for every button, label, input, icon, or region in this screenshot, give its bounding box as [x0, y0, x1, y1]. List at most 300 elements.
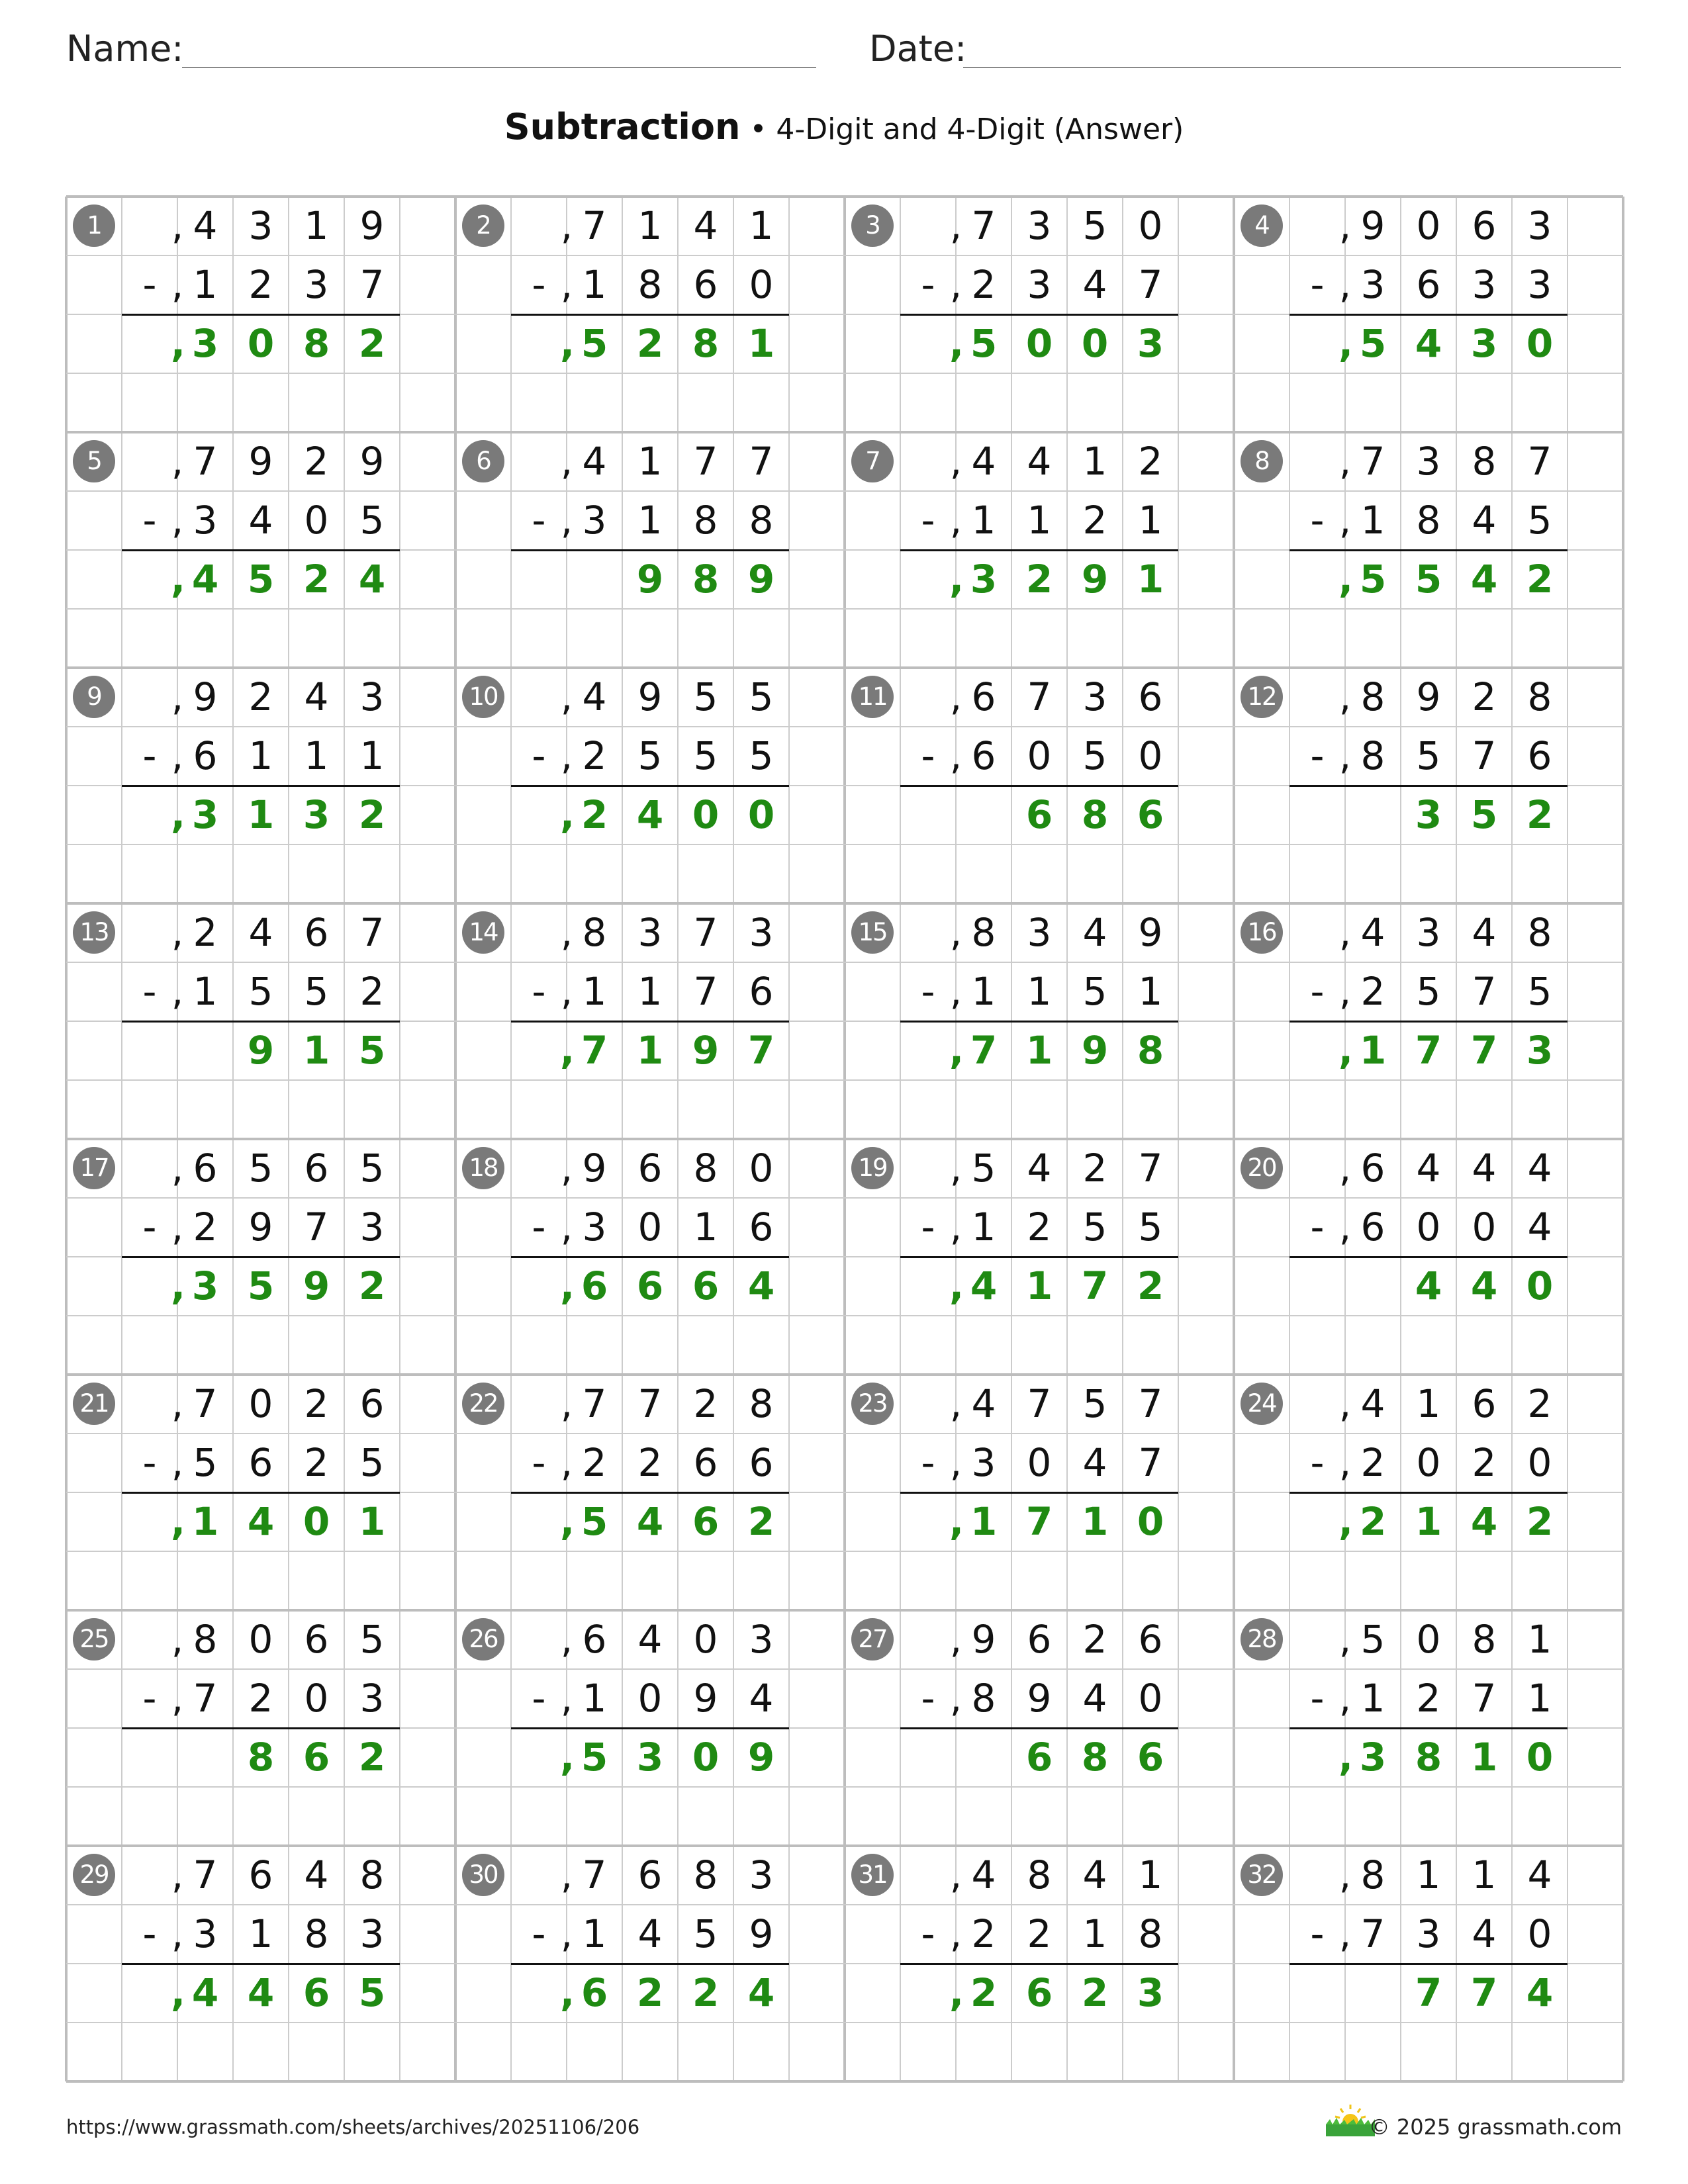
subtrahend-digit: 1: [1527, 1676, 1552, 1721]
answer-digit: 4: [1526, 1970, 1554, 2015]
minuend-comma: ,: [560, 1617, 573, 1662]
subtrahend-digit: 3: [1360, 262, 1385, 307]
problem-number-badge: 19: [851, 1147, 894, 1189]
problem-number-badge: 21: [73, 1383, 115, 1425]
answer-digit: 2: [1025, 557, 1053, 602]
minus-sign: -: [921, 262, 935, 307]
answer-comma: ,: [171, 557, 186, 602]
subtrahend-digit: 2: [193, 1205, 218, 1250]
minuend-digit: 0: [1416, 203, 1441, 248]
minuend-comma: ,: [949, 674, 962, 719]
problem-number-badge: 31: [851, 1854, 894, 1896]
minuend-digit: 4: [1472, 1146, 1497, 1191]
problem-number-badge: 7: [851, 440, 894, 482]
subtrahend-digit: 1: [193, 969, 218, 1014]
minuend-comma: ,: [560, 1852, 573, 1897]
minuend-digit: 6: [1472, 203, 1497, 248]
minuend-digit: 7: [637, 1381, 663, 1426]
minuend-digit: 5: [248, 1146, 273, 1191]
answer-digit: 0: [1081, 321, 1109, 366]
subtrahend-comma: ,: [1338, 1911, 1352, 1956]
subtrahend-digit: 7: [359, 262, 385, 307]
problem-number-badge: 24: [1241, 1383, 1283, 1425]
answer-digit: 2: [1081, 1970, 1109, 2015]
minuend-comma: ,: [1338, 910, 1352, 955]
minuend-digit: 1: [1472, 1852, 1497, 1897]
minuend-digit: 3: [359, 674, 385, 719]
problem-number-badge: 16: [1241, 911, 1283, 954]
subtrahend-comma: ,: [1338, 733, 1352, 778]
subtrahend-digit: 3: [193, 1911, 218, 1956]
minuend-digit: 1: [1416, 1381, 1441, 1426]
subtrahend-digit: 2: [304, 1440, 329, 1485]
minuend-digit: 0: [693, 1617, 718, 1662]
minuend-digit: 2: [248, 674, 273, 719]
minuend-comma: ,: [560, 674, 573, 719]
minus-sign: -: [1310, 969, 1325, 1014]
answer-digit: 2: [358, 792, 386, 837]
minuend-digit: 8: [1472, 439, 1497, 484]
minuend-digit: 1: [304, 203, 329, 248]
answer-digit: 7: [1470, 1028, 1498, 1073]
answer-digit: 7: [747, 1028, 775, 1073]
minuend-digit: 4: [1027, 439, 1052, 484]
subtrahend-digit: 6: [1527, 733, 1552, 778]
subtrahend-digit: 6: [248, 1440, 273, 1485]
answer-digit: 5: [358, 1970, 386, 2015]
problem-number-badge: 28: [1241, 1618, 1283, 1661]
minuend-digit: 8: [1360, 674, 1385, 719]
answer-digit: 2: [1137, 1263, 1164, 1308]
subtrahend-digit: 1: [1360, 1676, 1385, 1721]
minuend-digit: 2: [1527, 1381, 1552, 1426]
minuend-digit: 4: [971, 1381, 996, 1426]
minuend-digit: 2: [1472, 674, 1497, 719]
minuend-digit: 5: [693, 674, 718, 719]
answer-comma: ,: [1338, 321, 1354, 366]
problem-31: [845, 1846, 1234, 2081]
minus-sign: -: [142, 1440, 157, 1485]
subtrahend-digit: 0: [749, 262, 774, 307]
problem-32: [1234, 1846, 1623, 2081]
minuend-digit: 8: [971, 910, 996, 955]
problem-19: [845, 1139, 1234, 1375]
answer-comma: ,: [1338, 1499, 1354, 1544]
problem-27: [845, 1610, 1234, 1846]
minuend-digit: 4: [582, 439, 607, 484]
minuend-digit: 0: [1138, 203, 1163, 248]
subtrahend-digit: 1: [248, 733, 273, 778]
minuend-digit: 6: [248, 1852, 273, 1897]
problem-4: [1234, 197, 1623, 432]
subtrahend-digit: 7: [1472, 1676, 1497, 1721]
minuend-digit: 6: [1138, 674, 1163, 719]
minus-sign: -: [921, 1676, 935, 1721]
problem-9: [66, 668, 455, 903]
answer-comma: ,: [949, 1499, 964, 1544]
minuend-digit: 3: [1527, 203, 1552, 248]
problem-20: [1234, 1139, 1623, 1375]
answer-digit: 7: [1415, 1028, 1442, 1073]
minus-sign: -: [532, 969, 546, 1014]
subtrahend-digit: 5: [1527, 498, 1552, 543]
minuend-comma: ,: [949, 1146, 962, 1191]
minus-sign: -: [921, 498, 935, 543]
answer-digit: 5: [1415, 557, 1442, 602]
answer-digit: 2: [970, 1970, 998, 2015]
subtrahend-digit: 8: [1416, 498, 1441, 543]
answer-digit: 4: [1415, 321, 1442, 366]
minuend-comma: ,: [1338, 203, 1352, 248]
subtrahend-digit: 3: [304, 262, 329, 307]
minuend-digit: 1: [749, 203, 774, 248]
minus-sign: -: [921, 733, 935, 778]
problem-15: [845, 903, 1234, 1139]
answer-digit: 4: [191, 1970, 219, 2015]
subtrahend-digit: 5: [1527, 969, 1552, 1014]
answer-digit: 5: [247, 1263, 275, 1308]
subtrahend-digit: 2: [248, 1676, 273, 1721]
minus-sign: -: [142, 733, 157, 778]
answer-comma: ,: [171, 1970, 186, 2015]
subtrahend-digit: 7: [1472, 969, 1497, 1014]
answer-digit: 3: [636, 1735, 664, 1780]
answer-comma: ,: [560, 792, 575, 837]
minuend-digit: 7: [582, 1381, 607, 1426]
answer-digit: 0: [692, 792, 720, 837]
subtrahend-comma: ,: [171, 733, 184, 778]
answer-digit: 8: [1415, 1735, 1442, 1780]
minus-sign: -: [921, 969, 935, 1014]
answer-digit: 6: [581, 1970, 608, 2015]
minuend-digit: 6: [637, 1146, 663, 1191]
answer-digit: 0: [1025, 321, 1053, 366]
answer-digit: 2: [358, 1263, 386, 1308]
minuend-digit: 1: [1527, 1617, 1552, 1662]
subtrahend-digit: 6: [749, 969, 774, 1014]
problem-21: [66, 1375, 455, 1610]
subtrahend-comma: ,: [171, 1205, 184, 1250]
answer-digit: 6: [692, 1499, 720, 1544]
minus-sign: -: [1310, 1205, 1325, 1250]
minuend-comma: ,: [171, 674, 184, 719]
minus-sign: -: [142, 1676, 157, 1721]
minuend-digit: 5: [359, 1146, 385, 1191]
subtrahend-comma: ,: [1338, 1205, 1352, 1250]
name-label: Name:: [66, 28, 184, 69]
answer-comma: ,: [560, 1735, 575, 1780]
subtrahend-comma: ,: [560, 733, 573, 778]
minus-sign: -: [142, 498, 157, 543]
answer-digit: 3: [1470, 321, 1498, 366]
minuend-digit: 4: [582, 674, 607, 719]
subtrahend-digit: 1: [1027, 498, 1052, 543]
problem-number-badge: 23: [851, 1383, 894, 1425]
minuend-digit: 4: [1082, 910, 1107, 955]
subtrahend-digit: 5: [1082, 1205, 1107, 1250]
problem-16: [1234, 903, 1623, 1139]
answer-digit: 3: [1137, 321, 1164, 366]
answer-digit: 3: [191, 792, 219, 837]
answer-digit: 6: [1137, 792, 1164, 837]
minuend-comma: ,: [171, 1617, 184, 1662]
answer-comma: ,: [949, 557, 964, 602]
answer-digit: 1: [1081, 1499, 1109, 1544]
subtrahend-digit: 9: [749, 1911, 774, 1956]
minuend-digit: 9: [359, 203, 385, 248]
problem-30: [455, 1846, 845, 2081]
subtrahend-digit: 3: [359, 1911, 385, 1956]
problem-11: [845, 668, 1234, 903]
subtrahend-digit: 3: [582, 498, 607, 543]
subtrahend-comma: ,: [560, 1205, 573, 1250]
subtrahend-comma: ,: [171, 262, 184, 307]
minuend-comma: ,: [1338, 1617, 1352, 1662]
minuend-digit: 4: [971, 439, 996, 484]
problem-14: [455, 903, 845, 1139]
answer-digit: 7: [1081, 1263, 1109, 1308]
answer-digit: 4: [970, 1263, 998, 1308]
subtrahend-digit: 1: [971, 969, 996, 1014]
subtrahend-digit: 2: [637, 1440, 663, 1485]
minuend-digit: 7: [1027, 674, 1052, 719]
name-field-line[interactable]: [182, 67, 816, 68]
problem-number-badge: 9: [73, 676, 115, 718]
answer-comma: ,: [1338, 1735, 1354, 1780]
minuend-digit: 9: [1360, 203, 1385, 248]
minuend-digit: 8: [1027, 1852, 1052, 1897]
subtrahend-digit: 5: [1416, 733, 1441, 778]
minuend-digit: 4: [1027, 1146, 1052, 1191]
answer-digit: 7: [581, 1028, 608, 1073]
minuend-digit: 9: [193, 674, 218, 719]
subtrahend-comma: ,: [949, 498, 962, 543]
problem-number-badge: 11: [851, 676, 894, 718]
answer-digit: 2: [303, 557, 330, 602]
minuend-digit: 5: [359, 1617, 385, 1662]
minuend-digit: 7: [193, 439, 218, 484]
minuend-digit: 8: [1360, 1852, 1385, 1897]
problem-22: [455, 1375, 845, 1610]
subtrahend-digit: 6: [971, 733, 996, 778]
minuend-digit: 7: [1027, 1381, 1052, 1426]
subtrahend-digit: 9: [248, 1205, 273, 1250]
minuend-digit: 9: [248, 439, 273, 484]
answer-digit: 9: [747, 1735, 775, 1780]
subtrahend-comma: ,: [560, 498, 573, 543]
subtrahend-digit: 1: [1138, 969, 1163, 1014]
subtrahend-digit: 5: [1138, 1205, 1163, 1250]
minuend-digit: 3: [749, 910, 774, 955]
answer-digit: 7: [1025, 1499, 1053, 1544]
answer-digit: 8: [247, 1735, 275, 1780]
minuend-digit: 1: [1138, 1852, 1163, 1897]
minuend-comma: ,: [560, 910, 573, 955]
minus-sign: -: [532, 262, 546, 307]
subtrahend-digit: 5: [1082, 733, 1107, 778]
subtrahend-digit: 2: [1082, 498, 1107, 543]
subtrahend-digit: 8: [304, 1911, 329, 1956]
subtrahend-digit: 4: [1527, 1205, 1552, 1250]
answer-digit: 7: [970, 1028, 998, 1073]
subtrahend-digit: 0: [1527, 1440, 1552, 1485]
minuend-digit: 4: [1416, 1146, 1441, 1191]
footer-copyright: © 2025 grassmath.com: [1368, 2115, 1622, 2140]
minuend-comma: ,: [171, 439, 184, 484]
problem-5: [66, 432, 455, 668]
answer-digit: 2: [581, 792, 608, 837]
subtrahend-digit: 2: [359, 969, 385, 1014]
problem-number-badge: 3: [851, 205, 894, 247]
subtrahend-digit: 0: [304, 1676, 329, 1721]
subtrahend-digit: 6: [749, 1205, 774, 1250]
minuend-digit: 6: [1027, 1617, 1052, 1662]
answer-digit: 1: [1137, 557, 1164, 602]
minuend-comma: ,: [949, 1381, 962, 1426]
subtrahend-digit: 1: [359, 733, 385, 778]
subtrahend-digit: 9: [1027, 1676, 1052, 1721]
subtrahend-digit: 5: [1416, 969, 1441, 1014]
minuend-digit: 7: [193, 1852, 218, 1897]
answer-digit: 5: [581, 1499, 608, 1544]
subtrahend-digit: 1: [1138, 498, 1163, 543]
subtrahend-digit: 2: [248, 262, 273, 307]
subtrahend-digit: 6: [1416, 262, 1441, 307]
answer-digit: 6: [303, 1735, 330, 1780]
subtrahend-comma: ,: [560, 1911, 573, 1956]
date-field-line[interactable]: [963, 67, 1621, 68]
minuend-digit: 5: [749, 674, 774, 719]
subtrahend-digit: 6: [1360, 1205, 1385, 1250]
answer-digit: 1: [1470, 1735, 1498, 1780]
minus-sign: -: [532, 498, 546, 543]
subtrahend-digit: 6: [693, 262, 718, 307]
subtrahend-digit: 6: [193, 733, 218, 778]
minuend-digit: 9: [1138, 910, 1163, 955]
problem-10: [455, 668, 845, 903]
minuend-digit: 6: [304, 1146, 329, 1191]
answer-digit: 6: [692, 1263, 720, 1308]
answer-digit: 6: [581, 1263, 608, 1308]
minuend-digit: 3: [248, 203, 273, 248]
minuend-digit: 8: [1472, 1617, 1497, 1662]
minuend-digit: 5: [971, 1146, 996, 1191]
minuend-digit: 6: [582, 1617, 607, 1662]
answer-digit: 1: [303, 1028, 330, 1073]
minuend-digit: 7: [582, 1852, 607, 1897]
minuend-digit: 7: [1138, 1146, 1163, 1191]
subtrahend-digit: 1: [193, 262, 218, 307]
minuend-comma: ,: [171, 1146, 184, 1191]
answer-digit: 8: [1081, 792, 1109, 837]
problem-23: [845, 1375, 1234, 1610]
minuend-digit: 6: [637, 1852, 663, 1897]
subtrahend-comma: ,: [560, 1440, 573, 1485]
minuend-comma: ,: [1338, 1381, 1352, 1426]
subtrahend-digit: 7: [1138, 1440, 1163, 1485]
minus-sign: -: [532, 1676, 546, 1721]
subtrahend-digit: 0: [1027, 733, 1052, 778]
subtrahend-digit: 2: [1027, 1911, 1052, 1956]
subtrahend-digit: 8: [1360, 733, 1385, 778]
subtrahend-digit: 7: [1360, 1911, 1385, 1956]
minuend-comma: ,: [1338, 674, 1352, 719]
minuend-digit: 8: [693, 1146, 718, 1191]
minus-sign: -: [142, 969, 157, 1014]
subtrahend-comma: ,: [949, 1440, 962, 1485]
subtrahend-digit: 5: [359, 498, 385, 543]
problem-number-badge: 6: [462, 440, 504, 482]
minuend-digit: 7: [693, 439, 718, 484]
subtrahend-comma: ,: [560, 262, 573, 307]
minuend-digit: 0: [1416, 1617, 1441, 1662]
answer-digit: 4: [636, 792, 664, 837]
minuend-digit: 2: [193, 910, 218, 955]
minuend-comma: ,: [171, 910, 184, 955]
minuend-digit: 9: [971, 1617, 996, 1662]
answer-comma: ,: [171, 1499, 186, 1544]
minuend-digit: 5: [1360, 1617, 1385, 1662]
minuend-digit: 2: [1082, 1617, 1107, 1662]
answer-digit: 3: [1526, 1028, 1554, 1073]
subtrahend-digit: 1: [1082, 1911, 1107, 1956]
answer-digit: 0: [1137, 1499, 1164, 1544]
subtrahend-digit: 5: [1082, 969, 1107, 1014]
minus-sign: -: [532, 1440, 546, 1485]
answer-digit: 5: [358, 1028, 386, 1073]
answer-digit: 0: [692, 1735, 720, 1780]
subtrahend-digit: 0: [637, 1676, 663, 1721]
minuend-digit: 6: [1138, 1617, 1163, 1662]
answer-digit: 4: [247, 1499, 275, 1544]
answer-digit: 2: [358, 321, 386, 366]
minuend-digit: 5: [1082, 1381, 1107, 1426]
problem-29: [66, 1846, 455, 2081]
problem-number-badge: 5: [73, 440, 115, 482]
problem-number-badge: 17: [73, 1147, 115, 1189]
subtrahend-digit: 3: [1527, 262, 1552, 307]
answer-comma: ,: [560, 1028, 575, 1073]
subtrahend-digit: 2: [1472, 1440, 1497, 1485]
minuend-comma: ,: [171, 203, 184, 248]
answer-comma: ,: [560, 321, 575, 366]
answer-digit: 3: [191, 1263, 219, 1308]
minuend-digit: 7: [749, 439, 774, 484]
answer-digit: 0: [747, 792, 775, 837]
minuend-digit: 4: [693, 203, 718, 248]
subtrahend-digit: 0: [1416, 1205, 1441, 1250]
minuend-digit: 2: [304, 1381, 329, 1426]
answer-comma: ,: [949, 1970, 964, 2015]
answer-digit: 5: [970, 321, 998, 366]
subtrahend-digit: 3: [359, 1676, 385, 1721]
subtrahend-digit: 3: [971, 1440, 996, 1485]
subtrahend-comma: ,: [1338, 969, 1352, 1014]
minuend-digit: 4: [1360, 1381, 1385, 1426]
minuend-digit: 3: [749, 1617, 774, 1662]
problem-7: [845, 432, 1234, 668]
subtrahend-comma: ,: [171, 1676, 184, 1721]
title-main: Subtraction: [504, 106, 741, 148]
minuend-digit: 6: [1472, 1381, 1497, 1426]
problem-number-badge: 27: [851, 1618, 894, 1661]
answer-digit: 2: [1526, 557, 1554, 602]
minuend-digit: 7: [971, 203, 996, 248]
answer-digit: 9: [1081, 1028, 1109, 1073]
problem-8: [1234, 432, 1623, 668]
subtrahend-comma: ,: [1338, 1676, 1352, 1721]
answer-digit: 4: [747, 1263, 775, 1308]
